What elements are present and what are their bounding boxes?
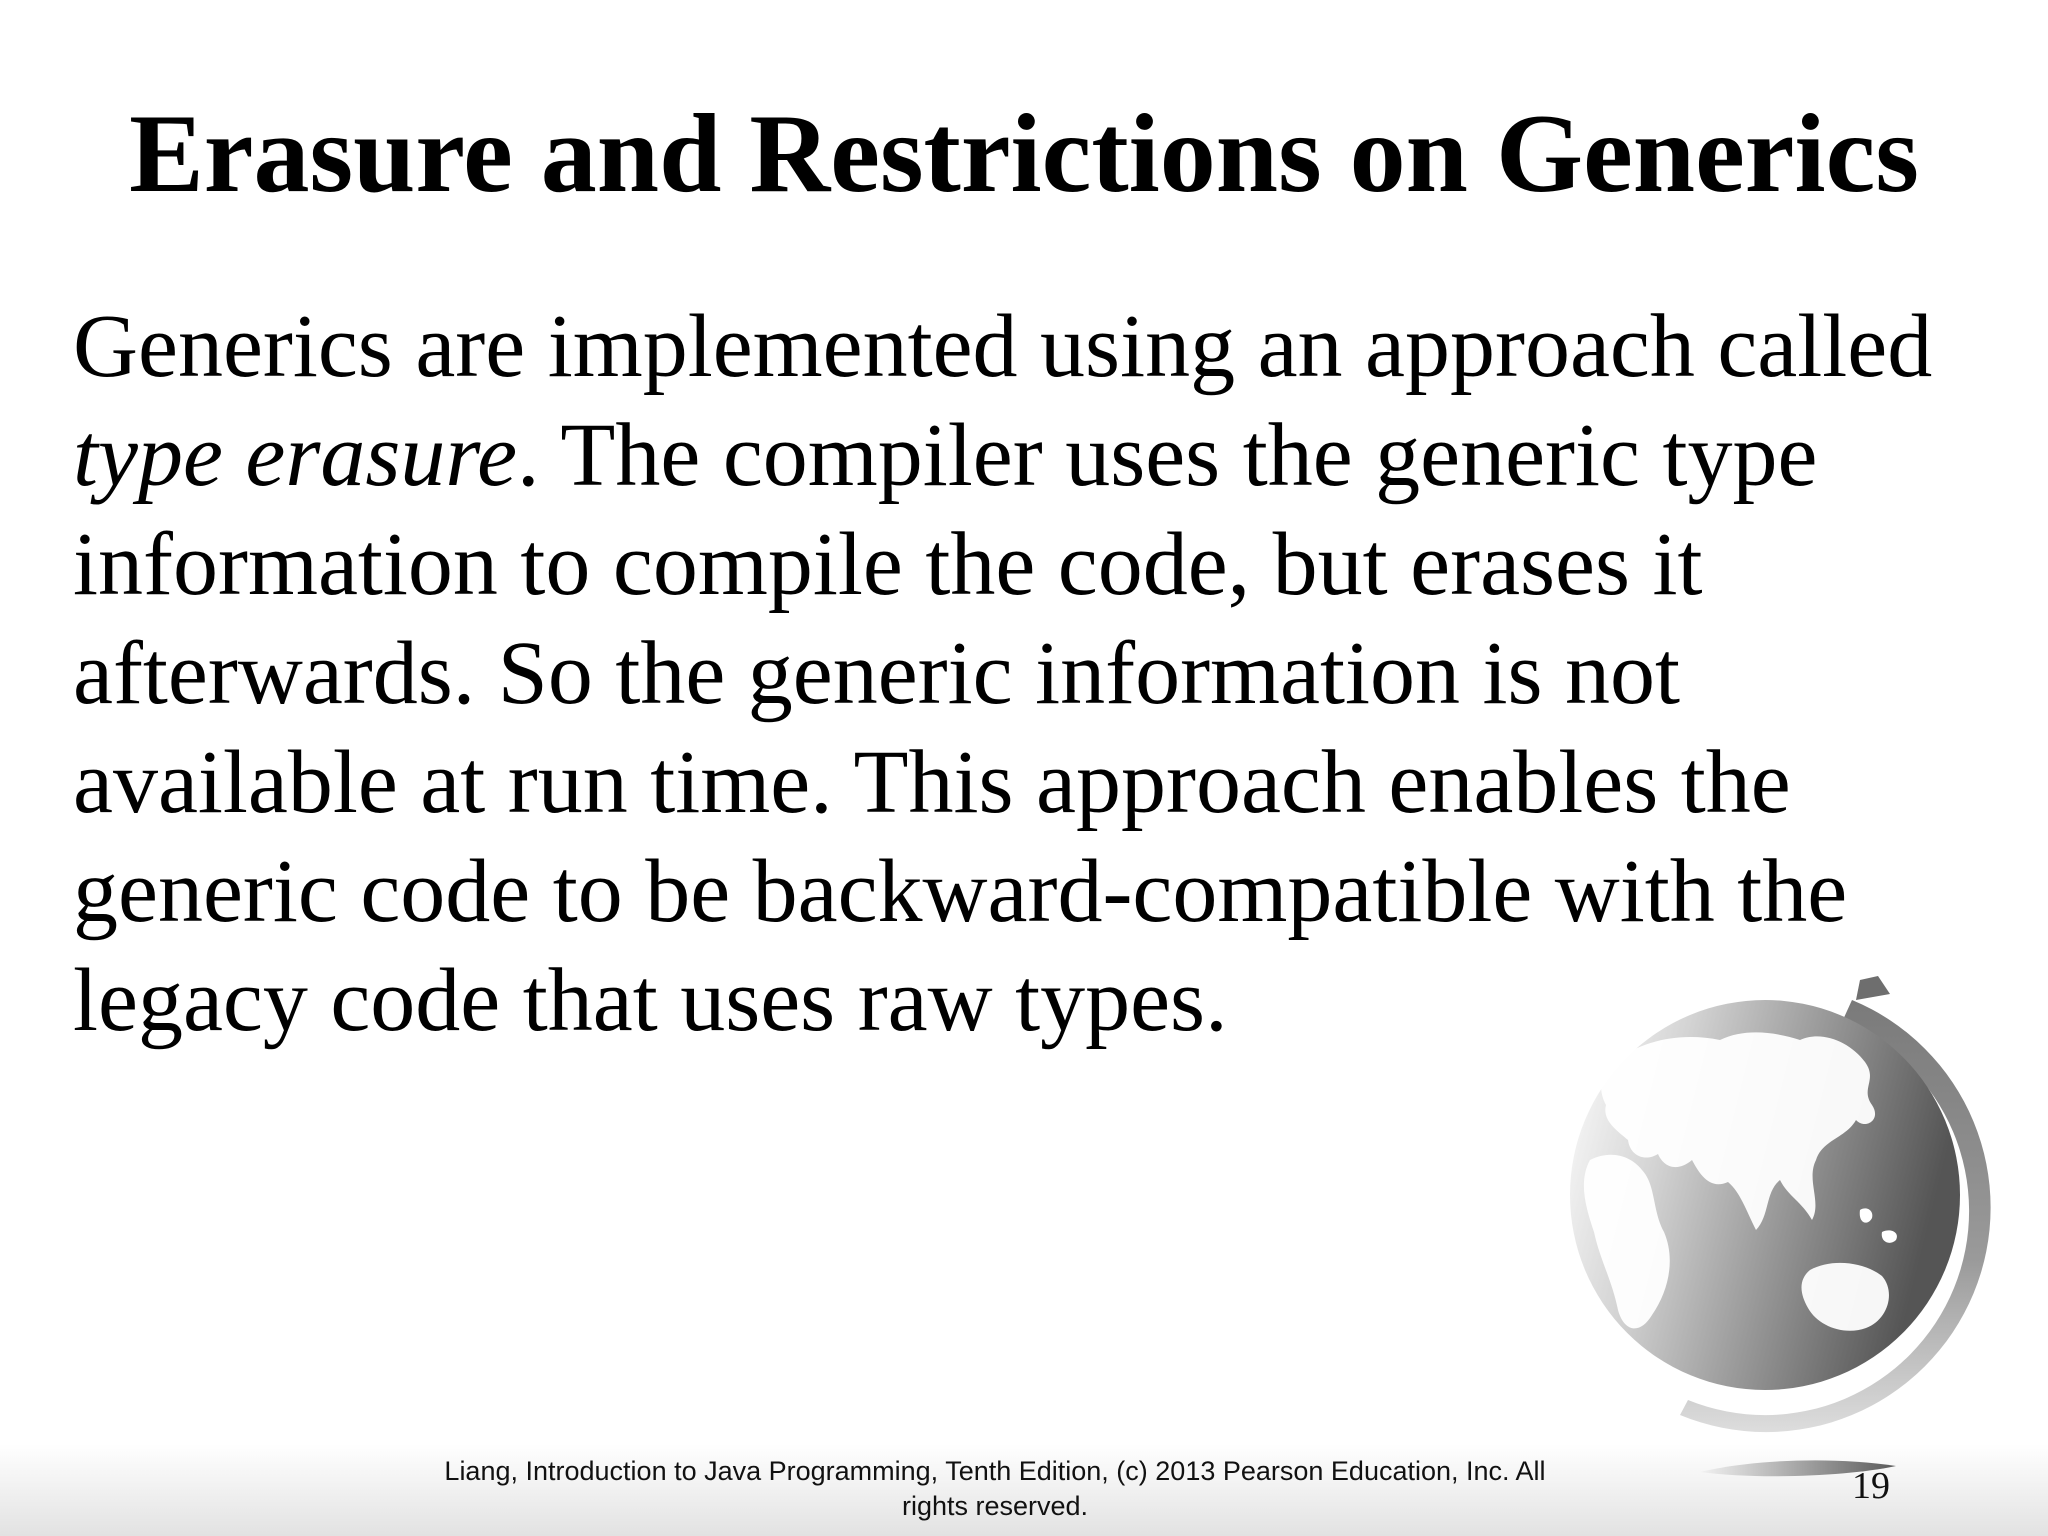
slide-title: Erasure and Restrictions on Generics	[129, 92, 1919, 217]
body-line-5: available at run time. This approach enables the	[73, 733, 1791, 832]
page-number: 19	[1852, 1465, 1890, 1507]
body-line-2	[73, 401, 1993, 510]
globe-icon	[1560, 970, 2030, 1460]
body-line-3: information to compile the code, but erases it	[73, 515, 1703, 614]
type-erasure-term: type erasure	[73, 406, 518, 505]
footer-copyright-line-2: rights reserved.	[901, 1491, 1089, 1521]
body-line-4: afterwards. So the generic information is not	[73, 624, 1681, 723]
body-line-1: Generics are implemented using an approach called	[73, 297, 1933, 396]
body-line-6: generic code to be backward-compatible with the	[73, 842, 1848, 941]
footer-copyright-line-1: Liang, Introduction to Java Programming, Tenth Edition, (c) 2013 Pearson Education, Inc. All	[444, 1456, 1546, 1486]
body-line-2-rest: . The compiler uses the generic type	[517, 406, 1818, 505]
slide-body	[73, 292, 1993, 1055]
body-line-7: legacy code that uses raw types.	[73, 951, 1228, 1050]
footer-copyright	[395, 1454, 1595, 1524]
